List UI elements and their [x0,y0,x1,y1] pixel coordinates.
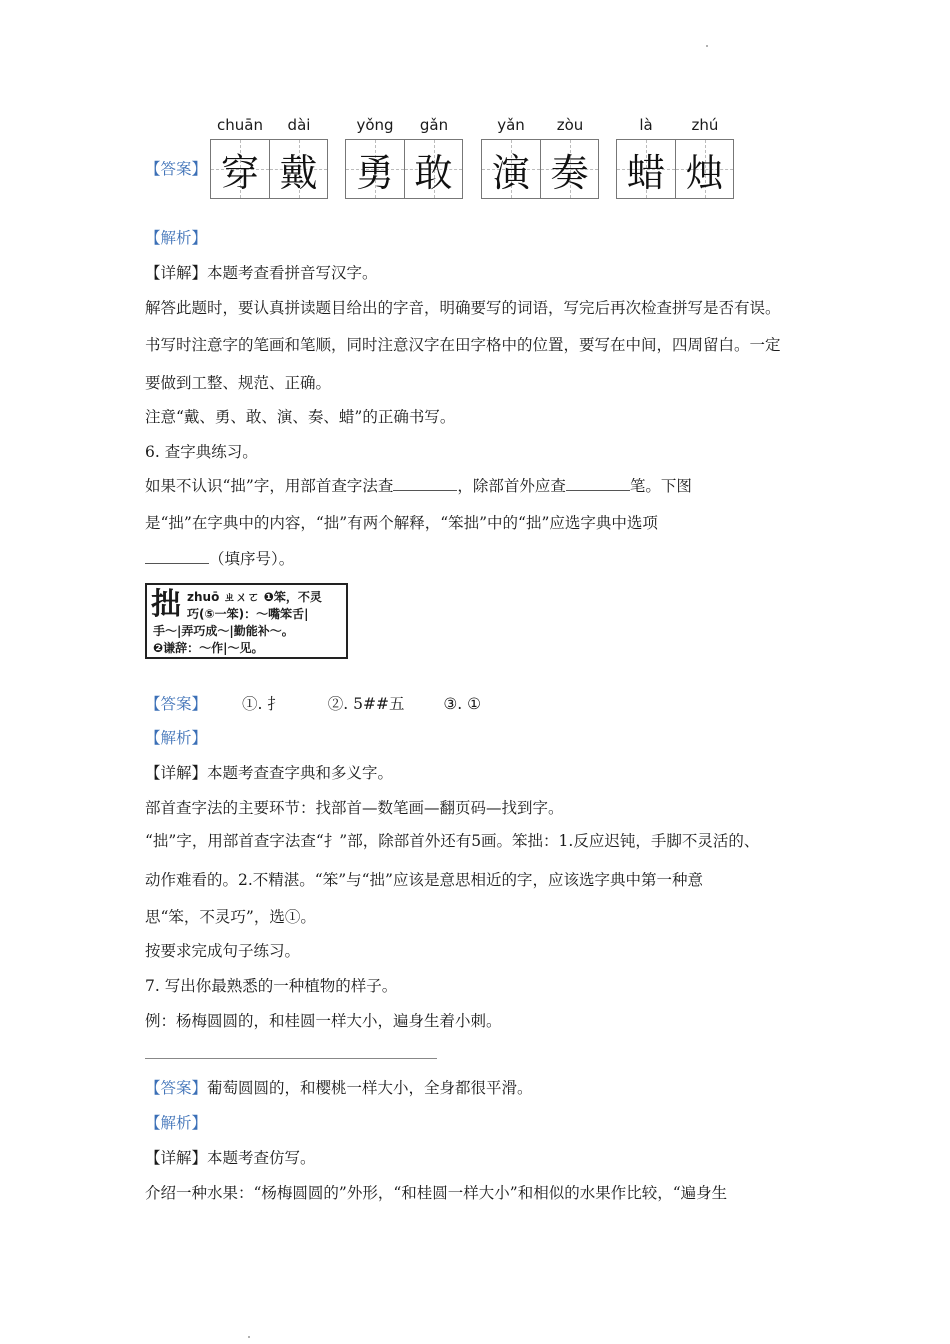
grid-char: 敢 [414,150,453,195]
q7-title: 7. 写出你最熟悉的一种植物的样子。 [145,977,398,995]
answer-3: ③. ① [443,695,482,713]
q6-line-6: 动作难看的。2.不精湛。“笨”与“拙”应该是意思相近的字，应该选字典中第一种意 [145,871,703,889]
word-grid-4 [616,139,734,199]
q6-line-4: 部首查字法的主要环节：找部首—数笔画—翻页码—找到字。 [145,799,564,817]
q5-detail [145,262,378,284]
answer-tag: 【答案】 [145,695,208,713]
grid-char: 蜡 [626,150,665,195]
q6-line-5: “拙”字，用部首查字法查“扌”部，除部首外还有5画。笨拙：1.反应迟钝，手脚不灵活的、 [145,832,760,850]
dict-headword: 拙 [151,587,181,622]
dict-line-4: ❷谦辞：～作|～见。 [153,641,264,655]
word-grid-1 [210,139,328,199]
q7-detail [145,1147,316,1169]
q6-line-7: 思“笨，不灵巧”，选①。 [145,908,316,926]
q6-text-d: （填序号）。 [209,550,295,568]
q5-answer-tag: 【答案】 [145,160,208,178]
fill-blank-1[interactable] [393,476,457,491]
pinyin-7: là [639,116,653,134]
detail-tag: 【详解】 [145,264,208,282]
answer-2: ②. 5##五 [327,695,405,713]
detail-text: 本题考查仿写。 [207,1149,316,1167]
pinyin-1: chuān [217,116,263,134]
answer-1: ①. 扌 [241,695,283,713]
grid-cell [675,140,733,198]
q6-answer [145,693,481,715]
q5-line-1: 解答此题时，要认真拼读题目给出的字音，明确要写的词语，写完后再次检查拼写是否有误。 [145,299,781,317]
q7-answer [145,1077,533,1099]
pinyin-2: dài [287,116,311,134]
grid-cell [346,140,404,198]
word-grid-2 [345,139,463,199]
q6-text-a: 如果不认识“拙”字，用部首查字法查 [145,477,394,495]
q5-line-2: 书写时注意字的笔画和笔顺，同时注意汉字在田字格中的位置，要写在中间，四周留白。一定 [145,336,781,354]
detail-tag: 【详解】 [145,764,208,782]
answer-line[interactable] [145,1058,437,1059]
q7-analysis-tag: 【解析】 [145,1114,208,1132]
detail-text: 本题考查看拼音写汉字。 [207,264,378,282]
detail-text: 本题考查查字典和多义字。 [207,764,394,782]
q6-line-1 [145,475,692,497]
scan-dot-bottom [248,1336,250,1338]
q6-line-3 [145,548,294,570]
q6-detail [145,762,393,784]
q6-text-b: ，除部首外应查 [457,477,566,495]
grid-cell [404,140,462,198]
q6-line-2: 是“拙”在字典中的内容，“拙”有两个解释，“笨拙”中的“拙”应选字典中选项 [145,514,658,532]
q5-analysis-tag: 【解析】 [145,229,208,247]
q7-last-line: 介绍一种水果：“杨梅圆圆的”外形，“和桂圆一样大小”和相似的水果作比较，“遍身生 [145,1184,728,1202]
q6-line-8: 按要求完成句子练习。 [145,942,301,960]
grid-cell [540,140,598,198]
pinyin-5: yǎn [497,116,525,134]
dict-line-3: 手～|弄巧成～|勤能补～。 [153,624,294,638]
fill-blank-3[interactable] [145,549,209,564]
dictionary-entry-image [145,583,348,659]
q5-line-4: 注意“戴、勇、敢、演、奏、蜡”的正确书写。 [145,408,456,426]
pinyin-8: zhú [691,116,719,134]
pinyin-3: yǒng [356,116,394,134]
detail-tag: 【详解】 [145,1149,208,1167]
grid-char: 演 [491,150,530,195]
grid-char: 穿 [220,150,259,195]
grid-cell [269,140,327,198]
dict-line-2: 巧(⑤一笨)：～嘴笨舌| [187,607,309,621]
q6-title: 6. 查字典练习。 [145,443,258,461]
q5-line-3: 要做到工整、规范、正确。 [145,374,332,392]
q6-text-c: 笔。下图 [629,477,692,495]
word-grid-3 [481,139,599,199]
fill-blank-2[interactable] [566,476,630,491]
answer-text: 葡萄圆圆的，和樱桃一样大小，全身都很平滑。 [207,1079,533,1097]
grid-char: 勇 [355,150,394,195]
q6-analysis-tag: 【解析】 [145,729,208,747]
grid-char: 戴 [279,150,318,195]
q7-example: 例：杨梅圆圆的，和桂圆一样大小，遍身生着小刺。 [145,1012,502,1030]
grid-char: 烛 [685,150,724,195]
grid-cell [482,140,540,198]
pinyin-6: zòu [556,116,584,134]
grid-cell [211,140,269,198]
dict-line-1: zhuō ㄓㄨㄛ ❶笨，不灵 [187,590,322,604]
pinyin-4: gǎn [419,116,449,134]
grid-cell [617,140,675,198]
scan-dot-top [706,45,708,47]
answer-tag: 【答案】 [145,1079,208,1097]
grid-char: 奏 [550,150,589,195]
